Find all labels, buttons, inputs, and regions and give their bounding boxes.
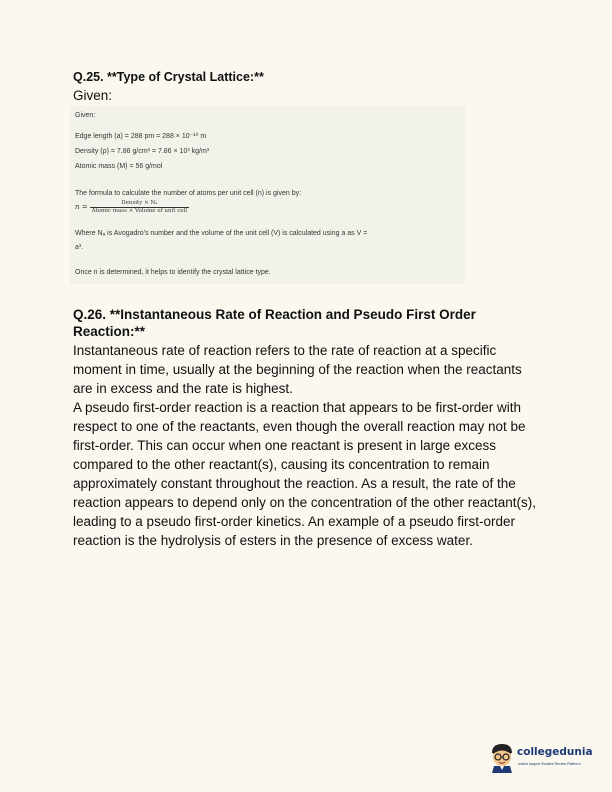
- q26-paragraph-2: A pseudo first-order reaction is a reaction that appears to be first-order with respect to one of the reactants, even though the overall reaction may not be first-order. This can occur when one reactant is present in large excess compared to the other reactant(s), causing its concentration to remain approximately constant throughout the reaction. As a result, the rate of the reaction appears to depend only on the concentration of the other reactant(s), leading to a pseudo first-order kinetics. An example of a pseudo first-order reaction is the hydrolysis of esters in the presence of excess water.: [73, 400, 537, 548]
- mascot-icon: [489, 743, 515, 773]
- collegedunia-logo: [489, 743, 593, 773]
- q25-title: Q.25. **Type of Crystal Lattice:**: [73, 70, 264, 84]
- formula-lhs: n =: [75, 203, 88, 211]
- formula-fraction: [90, 200, 190, 215]
- formula-numerator: Density × Nₐ: [121, 200, 158, 206]
- box-given: Given:: [75, 112, 96, 119]
- atomic-mass-line: Atomic mass (M) = 56 g/mol: [75, 163, 163, 170]
- logo-brand: collegedunia: [517, 746, 593, 758]
- formula-intro: The formula to calculate the number of atoms per unit cell (n) is given by:: [75, 190, 302, 197]
- density-line: Density (ρ) = 7.86 g/cm³ = 7.86 × 10³ kg/m³: [75, 148, 210, 155]
- solution-box: [70, 106, 465, 284]
- edge-length-line: Edge length (a) = 288 pm = 288 × 10⁻¹⁰ m: [75, 133, 207, 140]
- q25-given-label: Given:: [73, 88, 113, 103]
- formula: [75, 200, 189, 215]
- q26-title: Q.26. **Instantaneous Rate of Reaction and Pseudo First Order Reaction:**: [73, 307, 476, 339]
- once-line: Once n is determined, it helps to identify the crystal lattice type.: [75, 269, 271, 276]
- formula-denominator: Atomic mass × Volume of unit cell: [91, 208, 188, 214]
- where-line-1: Where Nₐ is Avogadro's number and the volume of the unit cell (V) is calculated using a as V =: [75, 230, 368, 237]
- logo-tagline: India's largest Student Review Platform: [518, 762, 581, 766]
- q26-paragraph-1: Instantaneous rate of reaction refers to the rate of reaction at a specific moment in time, usually at the beginning of the reaction when the reactants are in excess and the rate is highest.: [73, 343, 522, 396]
- where-line-2: a³.: [75, 244, 84, 251]
